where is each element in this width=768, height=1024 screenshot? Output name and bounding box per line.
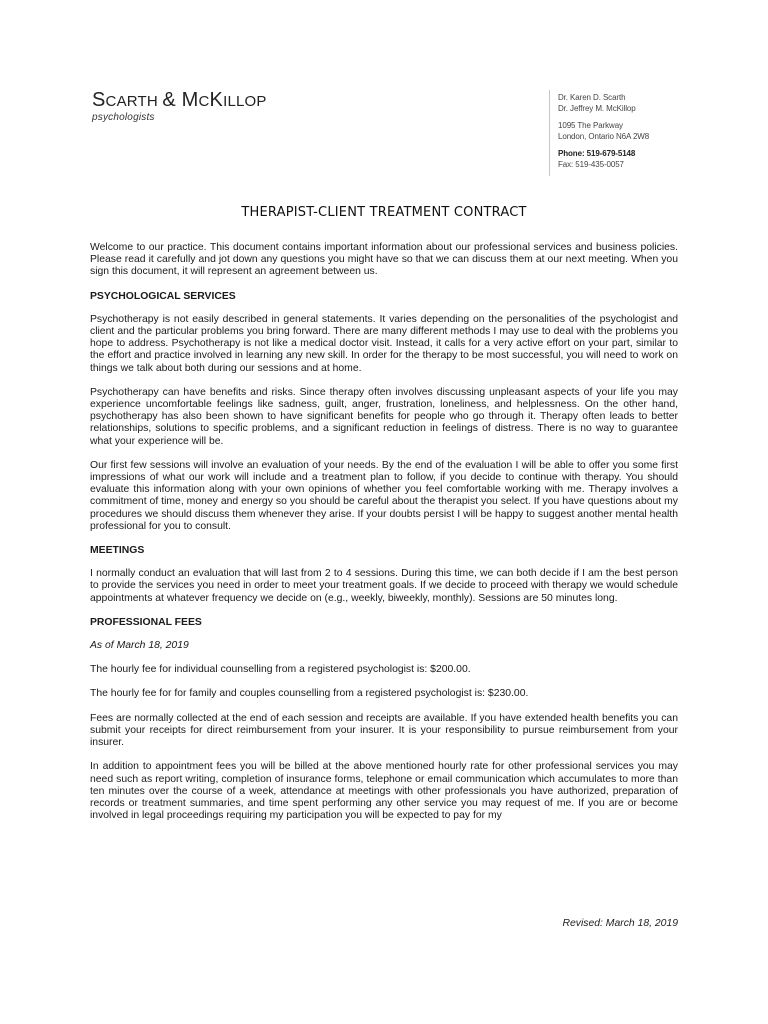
section-heading-professional-fees: PROFESSIONAL FEES xyxy=(90,616,202,628)
individual-fee-paragraph: The hourly fee for individual counselling from a registered psychologist is: $200.00. xyxy=(90,664,471,676)
document-title: THERAPIST-CLIENT TREATMENT CONTRACT xyxy=(241,205,527,220)
firm-subtitle: psychologists xyxy=(92,112,155,123)
letterhead-contact xyxy=(549,90,688,176)
paragraph: Psychotherapy can have benefits and risks. Since therapy often involves discussing unpleasant aspects of your life you may experience uncomfortable feelings like sadness, guilt, anger, frustration, loneliness, and helplessness. On the other hand, psychotherapy has also been shown to have significant benefits for people who go through it. Therapy often leads to better relationships, solutions to specific problems, and a significant reduction in feelings of distress. There is no way to guarantee what your experience will be. xyxy=(90,386,678,447)
firm-logo xyxy=(92,89,267,123)
address-line-2: London, Ontario N6A 2W8 xyxy=(558,131,650,141)
address-line-1: 1095 The Parkway xyxy=(558,121,623,130)
revision-date: Revised: March 18, 2019 xyxy=(562,918,678,929)
paragraph: Psychotherapy is not easily described in general statements. It varies depending on the personalities of the psychologist and client and the particular problems you bring forward. There are many different methods I may use to deal with the problems you hope to address. Psychotherapy is not like a medical doctor visit. Instead, it calls for a very active effort on your part, similar to the effort and practice involved in learning any new skill. In order for the therapy to be most successful, you will need to work on things we talk about both during our sessions and at home. xyxy=(90,313,678,374)
fees-effective-date: As of March 18, 2019 xyxy=(90,640,189,652)
paragraph: I normally conduct an evaluation that will last from 2 to 4 sessions. During this time, we can both decide if I am the best person to provide the services you need in order to meet your treatment goals. If we decide to proceed with therapy we would schedule appointments at whatever frequency we decide on (e.g., weekly, biweekly, monthly). Sessions are 50 minutes long. xyxy=(90,568,678,604)
paragraph: In addition to appointment fees you will be billed at the above mentioned hourly rate for other professional services you may need such as report writing, completion of insurance forms, telephone or email communication which accumulates to more than ten minutes over the course of a week, attendance at meetings with other professionals you have authorized, preparation of records or treatment summaries, and time spent performing any other service you may request of me. If you are or become involved in legal proceedings requiring my participation you will be expected to pay for my xyxy=(90,761,678,822)
document-body xyxy=(90,242,678,834)
phone-number: Phone: 519-679-5148 xyxy=(558,149,636,158)
doctor-name-1: Dr. Karen D. Scarth xyxy=(558,93,626,102)
doctor-name-2: Dr. Jeffrey M. McKillop xyxy=(558,103,636,113)
fax-number: Fax: 519-435-0057 xyxy=(558,159,624,169)
section-heading-meetings: MEETINGS xyxy=(90,545,145,557)
section-heading-psychological-services: PSYCHOLOGICAL SERVICES xyxy=(90,290,236,302)
paragraph: Our first few sessions will involve an evaluation of your needs. By the end of the evaluation I will be able to offer you some first impressions of what our work will include and a treatment plan to follow, if you decide to continue with therapy. You should evaluate this information along with your own opinions of whether you feel comfortable working with me. Therapy involves a commitment of time, money and energy so you should be careful about the therapist you select. If you have questions about my procedures we should discuss them whenever they arise. If your doubts persist I will be happy to suggest another mental health professional for you to consult. xyxy=(90,459,678,532)
firm-name: SCARTH & MCKILLOP xyxy=(92,89,267,111)
intro-paragraph: Welcome to our practice. This document contains important information about our professional services and business policies. Please read it carefully and jot down any questions you might have so that we can discuss them at our next meeting. When you sign this document, it will represent an agreement between us. xyxy=(90,242,678,278)
family-fee-paragraph: The hourly fee for for family and couples counselling from a registered psychologist is: $230.00. xyxy=(90,688,529,700)
paragraph: Fees are normally collected at the end of each session and receipts are available. If you have extended health benefits you can submit your receipts for direct reimbursement from your insurer. It is your responsibility to pursue reimbursement from your insurer. xyxy=(90,712,678,749)
